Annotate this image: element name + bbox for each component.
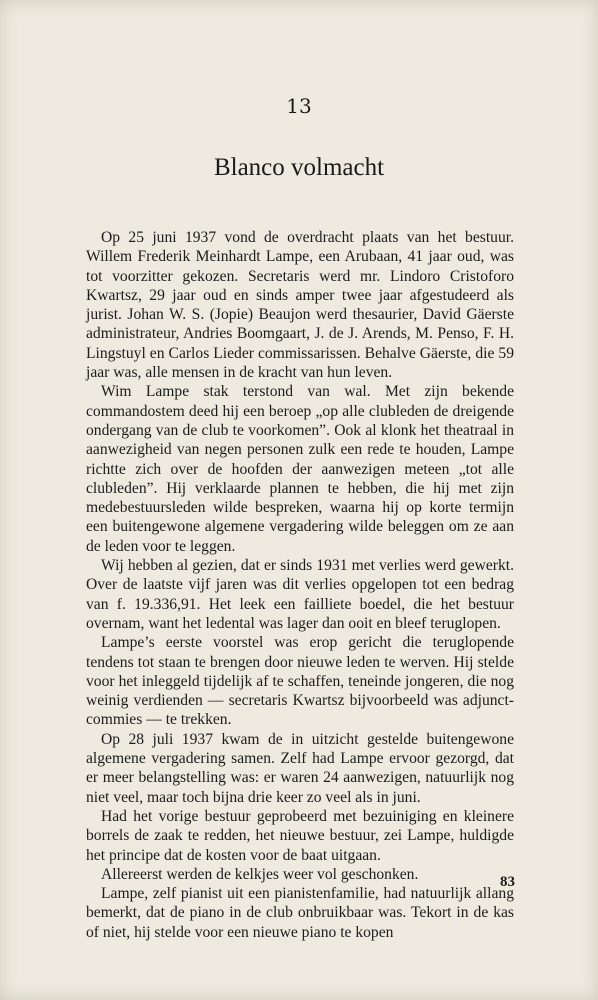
paragraph: Op 28 juli 1937 kwam de in uitzicht gestelde buitengewone algemene vergadering samen. Zelf had Lampe ervoor gezorgd, dat er meer belangstelling was: er waren 24 aanwezigen, natuurlijk nog niet veel, maar toch bijna drie keer zo veel als in juni. — [86, 730, 514, 806]
page-number: 83 — [500, 874, 515, 890]
paragraph: Lampe’s eerste voorstel was erop gericht die teruglopende tendens tot staan te brengen door nieuwe leden te werven. Hij stelde voor het inleggeld tijdelijk af te schaffen, teneinde jongeren, die nog weinig verdienden — secretaris Kwartsz bijvoorbeeld was adjunct-commies — te trekken. — [86, 634, 514, 729]
paragraph: Wij hebben al gezien, dat er sinds 1931 met verlies werd gewerkt. Over de laatste vijf jaren was dit verlies opgelopen tot een bedrag van f. 19.336,91. Het leek een failliete boedel, die het bestuur overnam, want het ledental was lager dan ooit en bleef teruglopen. — [86, 557, 514, 632]
paragraph: Wim Lampe stak terstond van wal. Met zijn bekende commandostem deed hij een beroep „op alle clubleden de dreigende ondergang van de club te voorkomen”. Ook al klonk het theatraal in aanwezigheid van negen personen zulk een rede te houden, Lampe richtte zich over de hoofden der aanwezigen meteen „tot alle clubleden”. Hij verklaarde plannen te hebben, die hij met zijn medebestuursleden wilde bespreken, waarna hij op korte termijn een buitengewone algemene vergadering wilde beleggen om ze aan de leden voor te leggen. — [86, 383, 514, 555]
chapter-title: Blanco volmacht — [213, 154, 385, 181]
paragraph: Lampe, zelf pianist uit een pianistenfamilie, had natuurlijk allang bemerkt, dat de piano in de club onbruikbaar was. Tekort in de kas of niet, hij stelde voor een nieuwe piano te kopen — [86, 885, 514, 941]
body-text — [86, 228, 514, 942]
chapter-number: 13 — [286, 94, 312, 118]
paragraph: Allereerst werden de kelkjes weer vol geschonken. — [101, 865, 419, 883]
paragraph: Had het vorige bestuur geprobeerd met bezuiniging en kleinere borrels de zaak te redden, het nieuwe bestuur, zei Lampe, huldigde het principe dat de kosten voor de baat uitgaan. — [86, 807, 514, 864]
paragraph: Op 25 juni 1937 vond de overdracht plaats van het bestuur. Willem Frederik Meinhardt Lampe, een Arubaan, 41 jaar oud, was tot voorzitter gekozen. Secretaris werd mr. Lindoro Cristoforo Kwartsz, 29 jaar oud en sinds amper twee jaar afgestudeerd als jurist. Johan W. S. (Jopie) Beaujon werd thesaurier, David Gäerste administrateur, Andries Boomgaart, J. de J. Arends, M. Penso, F. H. Lingstuyl en Carlos Lieder commissarissen. Behalve Gäerste, die 59 jaar was, alle mensen in de kracht van hun leven. — [86, 229, 514, 382]
